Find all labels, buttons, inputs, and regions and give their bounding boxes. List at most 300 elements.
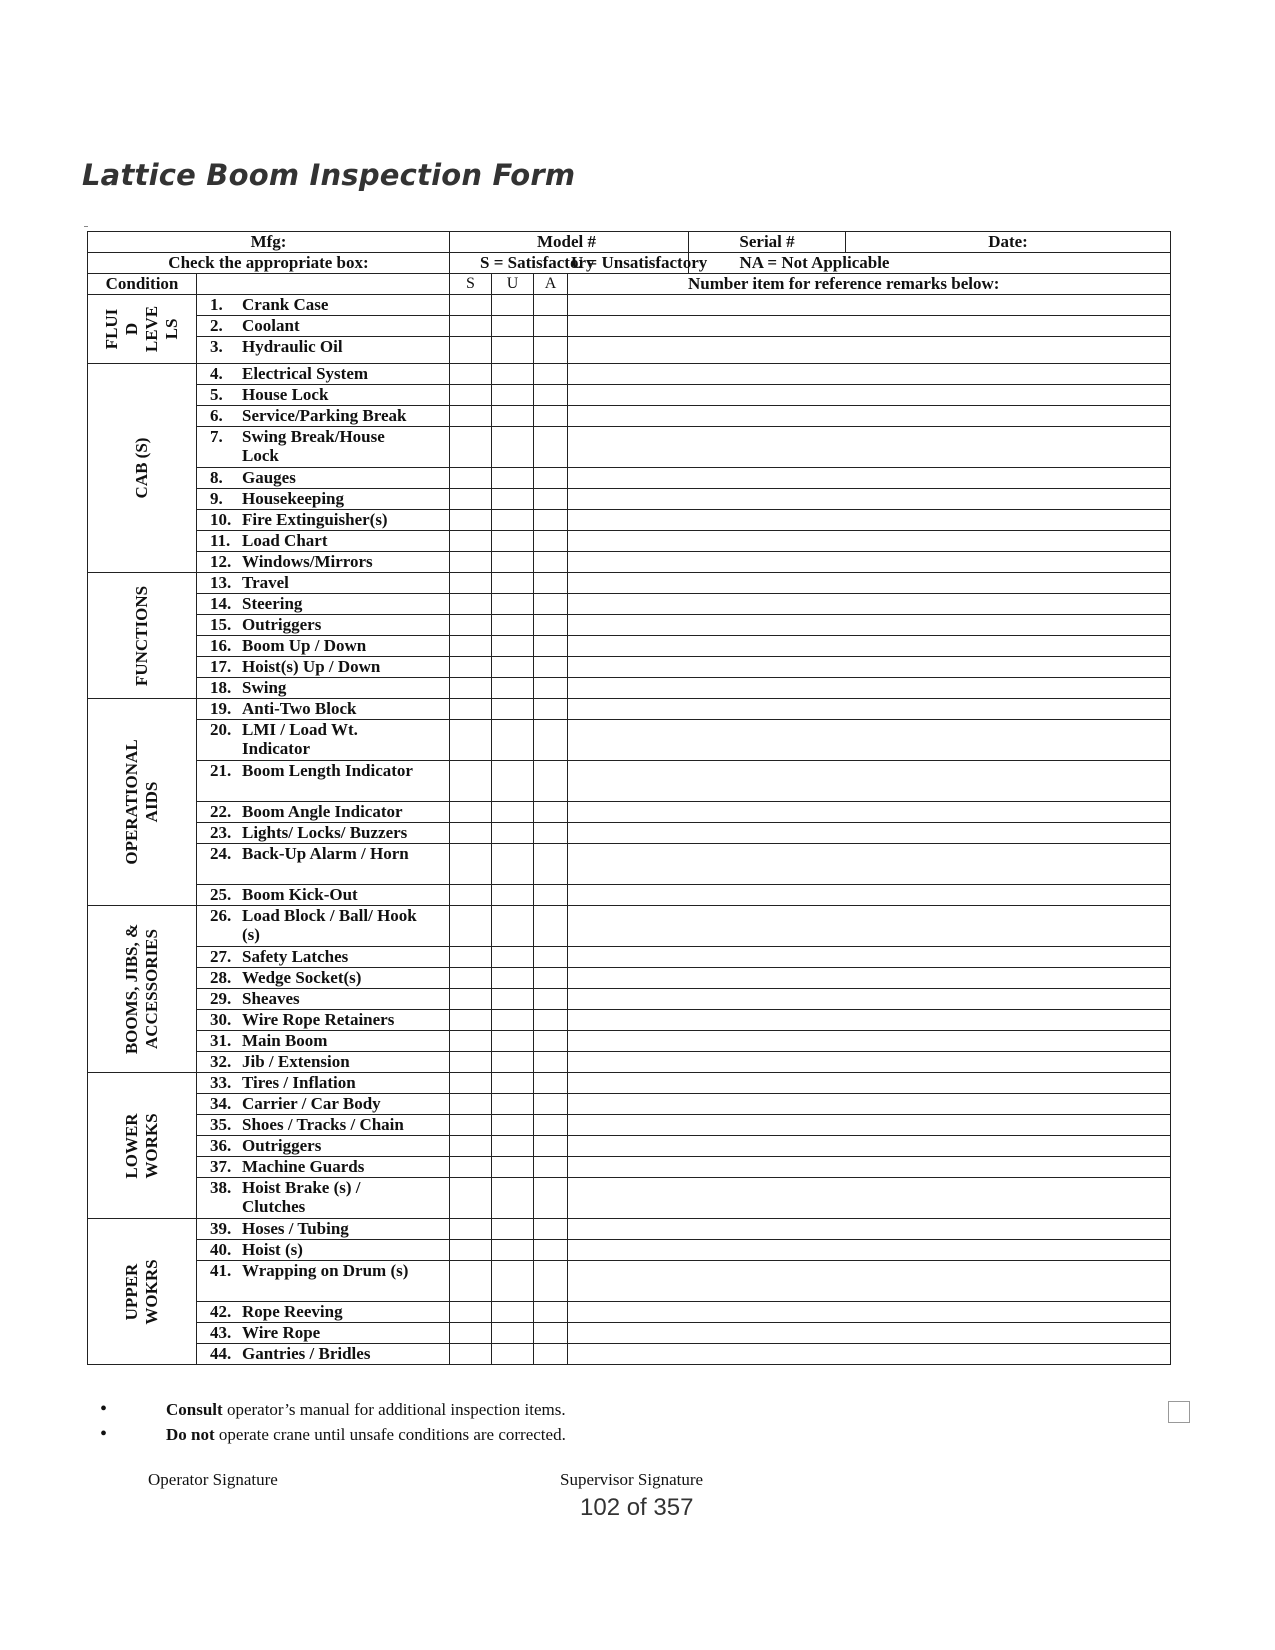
check-box-s[interactable] [450,1219,492,1240]
item-label: Boom Length Indicator [242,761,413,780]
check-box-s[interactable] [450,615,492,636]
remarks-cell[interactable] [568,678,1171,699]
item-label-cell [197,364,450,385]
check-box-a[interactable] [534,615,568,636]
check-box-s[interactable] [450,989,492,1010]
check-box-s[interactable] [450,1010,492,1031]
check-box-a[interactable] [534,699,568,720]
check-box-u[interactable] [492,1302,534,1323]
remarks-cell[interactable] [568,636,1171,657]
check-box-s[interactable] [450,295,492,316]
check-box-a[interactable] [534,510,568,531]
check-box-u[interactable] [492,531,534,552]
item-label-cell [197,594,450,615]
remarks-cell[interactable] [568,885,1171,906]
item-label: Wedge Socket(s) [242,968,362,987]
item-number: 41. [210,1261,232,1280]
item-number: 31. [210,1031,232,1050]
check-box-a[interactable] [534,823,568,844]
item-label-cell [197,1115,450,1136]
date-field[interactable]: Date: [846,232,1171,253]
check-box-s[interactable] [450,385,492,406]
check-box-u[interactable] [492,1136,534,1157]
check-box-a[interactable] [534,1010,568,1031]
item-row [88,510,1171,531]
check-box-u[interactable] [492,427,534,468]
item-number: 34. [210,1094,232,1113]
check-box-s[interactable] [450,1073,492,1094]
check-box-a[interactable] [534,427,568,468]
check-box-u[interactable] [492,406,534,427]
check-box-a[interactable] [534,1115,568,1136]
check-box-a[interactable] [534,968,568,989]
note-do-not-operate: • Do not operate crane until unsafe conditions are corrected. [100,1422,566,1447]
check-box-a[interactable] [534,1178,568,1219]
check-box-u[interactable] [492,489,534,510]
item-label: Jib / Extension [242,1052,350,1071]
check-box-s[interactable] [450,552,492,573]
item-row [88,406,1171,427]
remarks-cell[interactable] [568,720,1171,761]
header-row-1 [88,232,1171,253]
item-label: Anti-Two Block [242,699,357,718]
remarks-cell[interactable] [568,594,1171,615]
item-number: 33. [210,1073,232,1092]
item-number: 21. [210,761,232,780]
item-row [88,1240,1171,1261]
check-box-u[interactable] [492,594,534,615]
remarks-cell[interactable] [568,427,1171,468]
remarks-cell[interactable] [568,1094,1171,1115]
remarks-cell[interactable] [568,489,1171,510]
item-label-cell [197,531,450,552]
remarks-cell[interactable] [568,968,1171,989]
item-label: Carrier / Car Body [242,1094,381,1113]
item-label-cell [197,885,450,906]
check-box-a[interactable] [534,906,568,947]
condition-header: Condition [88,274,197,295]
check-box-u[interactable] [492,510,534,531]
check-box-u[interactable] [492,468,534,489]
check-box-a[interactable] [534,802,568,823]
check-box-u[interactable] [492,1240,534,1261]
item-row [88,636,1171,657]
item-label: Swing Break/House Lock [242,427,385,465]
item-row [88,720,1171,761]
check-box-u[interactable] [492,1115,534,1136]
item-row [88,1115,1171,1136]
check-box-a[interactable] [534,657,568,678]
remarks-cell[interactable] [568,947,1171,968]
item-label: Outriggers [242,615,322,634]
category-functions [88,573,197,699]
item-number: 30. [210,1010,232,1029]
item-row [88,427,1171,468]
item-label-cell [197,1261,450,1302]
check-box-s[interactable] [450,1157,492,1178]
item-label-cell [197,427,450,468]
category-booms-jibs-accessories [88,906,197,1073]
check-box-u[interactable] [492,295,534,316]
item-row [88,947,1171,968]
remarks-cell[interactable] [568,385,1171,406]
remarks-cell[interactable] [568,1261,1171,1302]
item-label-cell [197,468,450,489]
check-box-u[interactable] [492,699,534,720]
remarks-cell[interactable] [568,295,1171,316]
check-box-a[interactable] [534,1157,568,1178]
remarks-cell[interactable] [568,1219,1171,1240]
check-box-u[interactable] [492,636,534,657]
check-box-a[interactable] [534,1240,568,1261]
item-label-cell [197,406,450,427]
item-number: 20. [210,720,232,739]
item-label-cell [197,844,450,885]
note-consult: • Consult operator’s manual for additional inspection items. [100,1397,566,1422]
check-box-a[interactable] [534,364,568,385]
item-row [88,1073,1171,1094]
item-label: Coolant [242,316,300,335]
item-row [88,1219,1171,1240]
check-box-a[interactable] [534,1094,568,1115]
check-box-s[interactable] [450,1302,492,1323]
remarks-cell[interactable] [568,406,1171,427]
item-number: 3. [210,337,223,356]
item-label-cell [197,385,450,406]
item-label-cell [197,615,450,636]
remarks-cell[interactable] [568,699,1171,720]
check-box-u[interactable] [492,1094,534,1115]
item-row [88,295,1171,316]
item-label-cell [197,1157,450,1178]
category-upper-works [88,1219,197,1365]
item-label: Wire Rope Retainers [242,1010,395,1029]
check-box-u[interactable] [492,906,534,947]
category-label: UPPER WOKRS [122,1258,161,1325]
check-box-s[interactable] [450,1115,492,1136]
check-box-s[interactable] [450,1136,492,1157]
remarks-cell[interactable] [568,615,1171,636]
remarks-cell[interactable] [568,468,1171,489]
item-number: 29. [210,989,232,1008]
item-label-cell [197,316,450,337]
check-box-u[interactable] [492,989,534,1010]
check-box-u[interactable] [492,1052,534,1073]
item-row [88,468,1171,489]
remarks-cell[interactable] [568,531,1171,552]
item-row [88,552,1171,573]
check-box-s[interactable] [450,802,492,823]
item-number: 22. [210,802,232,821]
item-number: 7. [210,427,223,446]
check-box-a[interactable] [534,316,568,337]
check-box-s[interactable] [450,406,492,427]
check-box-u[interactable] [492,573,534,594]
item-number: 35. [210,1115,232,1134]
check-box-u[interactable] [492,1219,534,1240]
check-box-u[interactable] [492,385,534,406]
check-box-u[interactable] [492,968,534,989]
check-box-u[interactable] [492,761,534,802]
item-label: Load Chart [242,531,328,550]
item-label: Swing [242,678,287,697]
remarks-cell[interactable] [568,1010,1171,1031]
check-box-a[interactable] [534,468,568,489]
item-row [88,802,1171,823]
item-row [88,337,1171,364]
check-box-a[interactable] [534,989,568,1010]
check-box-a[interactable] [534,1302,568,1323]
header-row-2 [88,253,1171,274]
check-box-s[interactable] [450,510,492,531]
item-label: Shoes / Tracks / Chain [242,1115,404,1134]
item-label: Machine Guards [242,1157,365,1176]
item-number: 26. [210,906,232,925]
item-label: LMI / Load Wt. Indicator [242,720,358,758]
check-box-s[interactable] [450,1323,492,1344]
check-box-s[interactable] [450,657,492,678]
item-row [88,906,1171,947]
item-row [88,968,1171,989]
item-label: Boom Kick-Out [242,885,358,904]
check-box-a[interactable] [534,552,568,573]
check-box-u[interactable] [492,1261,534,1302]
check-box-s[interactable] [450,1261,492,1302]
check-box-a[interactable] [534,885,568,906]
remarks-cell[interactable] [568,1323,1171,1344]
remarks-cell[interactable] [568,844,1171,885]
check-box-s[interactable] [450,337,492,364]
legend-unsatisfactory: U = Unsatisfactory [571,253,708,272]
check-box-s[interactable] [450,678,492,699]
item-row [88,1157,1171,1178]
check-box-a[interactable] [534,761,568,802]
check-box-a[interactable] [534,844,568,885]
item-number: 4. [210,364,223,383]
check-box-s[interactable] [450,573,492,594]
check-box-s[interactable] [450,594,492,615]
remarks-cell[interactable] [568,1052,1171,1073]
category-lower-works [88,1073,197,1219]
check-box-s[interactable] [450,1052,492,1073]
check-box-u[interactable] [492,1010,534,1031]
check-box-s[interactable] [450,885,492,906]
item-label-cell [197,657,450,678]
item-number: 24. [210,844,232,863]
remarks-cell[interactable] [568,1115,1171,1136]
item-row [88,885,1171,906]
item-row [88,1094,1171,1115]
item-number: 8. [210,468,223,487]
item-number: 17. [210,657,232,676]
check-box-u[interactable] [492,337,534,364]
item-label-cell [197,761,450,802]
remarks-cell[interactable] [568,364,1171,385]
col-s-header: S [450,274,492,295]
check-box-a[interactable] [534,947,568,968]
check-box-u[interactable] [492,364,534,385]
item-label: Hydraulic Oil [242,337,343,356]
check-box-a[interactable] [534,1136,568,1157]
check-box-u[interactable] [492,885,534,906]
check-box-u[interactable] [492,615,534,636]
check-box-s[interactable] [450,823,492,844]
check-box-u[interactable] [492,552,534,573]
check-box-u[interactable] [492,1157,534,1178]
item-label-cell [197,699,450,720]
check-box-s[interactable] [450,1031,492,1052]
remarks-cell[interactable] [568,510,1171,531]
item-label: Windows/Mirrors [242,552,373,571]
item-label-cell [197,678,450,699]
note-checkbox[interactable] [1168,1401,1190,1423]
serial-field[interactable]: Serial # [689,232,846,253]
remarks-cell[interactable] [568,1344,1171,1365]
check-box-s[interactable] [450,364,492,385]
item-number: 25. [210,885,232,904]
item-label-cell [197,489,450,510]
check-box-u[interactable] [492,1323,534,1344]
remarks-cell[interactable] [568,989,1171,1010]
item-label: Hoist(s) Up / Down [242,657,381,676]
category-label: CAB (S) [132,437,151,499]
check-box-u[interactable] [492,657,534,678]
check-box-a[interactable] [534,1073,568,1094]
check-box-a[interactable] [534,678,568,699]
check-box-a[interactable] [534,1219,568,1240]
item-row [88,531,1171,552]
remarks-cell[interactable] [568,573,1171,594]
check-box-s[interactable] [450,947,492,968]
check-box-u[interactable] [492,947,534,968]
check-box-a[interactable] [534,1031,568,1052]
check-box-s[interactable] [450,699,492,720]
check-box-u[interactable] [492,1178,534,1219]
item-label: Tires / Inflation [242,1073,356,1092]
check-box-a[interactable] [534,385,568,406]
check-box-a[interactable] [534,1323,568,1344]
remarks-cell[interactable] [568,657,1171,678]
remarks-cell[interactable] [568,802,1171,823]
check-box-s[interactable] [450,1344,492,1365]
check-box-u[interactable] [492,802,534,823]
item-label: Main Boom [242,1031,328,1050]
item-row [88,989,1171,1010]
item-label-cell [197,989,450,1010]
check-box-u[interactable] [492,844,534,885]
check-box-s[interactable] [450,906,492,947]
remarks-cell[interactable] [568,906,1171,947]
page-number: 102 of 357 [580,1494,694,1521]
check-box-u[interactable] [492,1031,534,1052]
check-box-u[interactable] [492,1073,534,1094]
check-box-a[interactable] [534,295,568,316]
legend-satisfactory: S = Satisfactory [450,253,689,274]
remarks-cell[interactable] [568,337,1171,364]
remarks-cell[interactable] [568,1302,1171,1323]
item-number: 11. [210,531,231,550]
item-number: 15. [210,615,232,634]
remarks-cell[interactable] [568,823,1171,844]
blank-header [197,274,450,295]
check-box-s[interactable] [450,968,492,989]
col-u-header: U [492,274,534,295]
check-box-u[interactable] [492,316,534,337]
remarks-cell[interactable] [568,761,1171,802]
item-number: 40. [210,1240,232,1259]
check-box-a[interactable] [534,1052,568,1073]
check-box-u[interactable] [492,678,534,699]
check-box-s[interactable] [450,844,492,885]
item-row [88,594,1171,615]
check-box-s[interactable] [450,1178,492,1219]
check-box-s[interactable] [450,427,492,468]
item-label-cell [197,295,450,316]
remarks-cell[interactable] [568,1136,1171,1157]
check-box-s[interactable] [450,316,492,337]
model-field[interactable]: Model # [450,232,689,253]
item-number: 42. [210,1302,232,1321]
remarks-cell[interactable] [568,1157,1171,1178]
item-label: Wrapping on Drum (s) [242,1261,409,1280]
remarks-cell[interactable] [568,1240,1171,1261]
item-label-cell [197,802,450,823]
check-box-a[interactable] [534,489,568,510]
item-label-cell [197,1094,450,1115]
remarks-cell[interactable] [568,1031,1171,1052]
item-number: 12. [210,552,232,571]
item-number: 18. [210,678,232,697]
check-box-a[interactable] [534,531,568,552]
remarks-cell[interactable] [568,1178,1171,1219]
check-box-u[interactable] [492,720,534,761]
check-box-a[interactable] [534,1261,568,1302]
check-box-a[interactable] [534,636,568,657]
check-box-s[interactable] [450,468,492,489]
item-number: 32. [210,1052,232,1071]
category-label: LOWER WORKS [122,1112,161,1179]
check-box-a[interactable] [534,337,568,364]
item-label-cell [197,1031,450,1052]
check-box-s[interactable] [450,1240,492,1261]
check-box-s[interactable] [450,636,492,657]
item-label: Travel [242,573,289,592]
item-label-cell [197,823,450,844]
check-box-s[interactable] [450,761,492,802]
check-box-a[interactable] [534,594,568,615]
item-label-cell [197,968,450,989]
check-box-s[interactable] [450,489,492,510]
mfg-field[interactable]: Mfg: [88,232,450,253]
check-box-s[interactable] [450,720,492,761]
check-box-a[interactable] [534,720,568,761]
item-number: 23. [210,823,232,842]
check-box-s[interactable] [450,531,492,552]
check-box-u[interactable] [492,823,534,844]
remarks-cell[interactable] [568,552,1171,573]
item-label: Rope Reeving [242,1302,343,1321]
item-label-cell [197,1052,450,1073]
check-box-s[interactable] [450,1094,492,1115]
item-number: 44. [210,1344,232,1363]
check-box-a[interactable] [534,573,568,594]
remarks-cell[interactable] [568,1073,1171,1094]
check-box-u[interactable] [492,1344,534,1365]
check-box-a[interactable] [534,1344,568,1365]
check-box-a[interactable] [534,406,568,427]
remarks-cell[interactable] [568,316,1171,337]
item-label: Lights/ Locks/ Buzzers [242,823,408,842]
